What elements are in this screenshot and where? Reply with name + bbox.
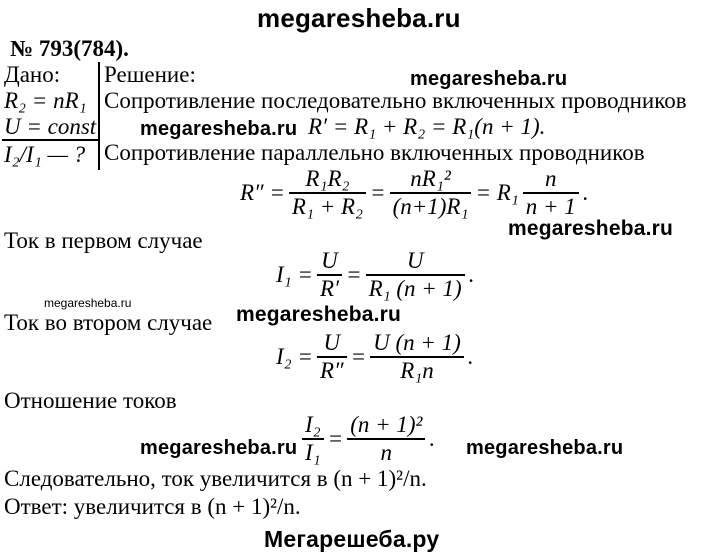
solution-label: Решение:: [104, 62, 196, 87]
i1-frac-2-num: U: [406, 248, 424, 273]
i2-frac-1: [317, 330, 347, 384]
watermark-bottom: Мегарешеба.ру: [264, 526, 440, 552]
problem-number: № 793(784).: [10, 36, 129, 61]
i2-frac-1-den: R″: [317, 356, 347, 384]
ratio-eq-1: =: [327, 426, 344, 451]
parallel-frac-3: [523, 166, 579, 220]
second-case-text: Ток во втором случае: [4, 310, 213, 335]
ratio-end: .: [429, 426, 436, 451]
i2-frac-2-den: R₁n: [370, 356, 464, 384]
formula-i2: [274, 330, 476, 384]
answer-text: Ответ: увеличится в (n + 1)²/n.: [4, 494, 301, 519]
parallel-frac-2-den: (n+1)R₁: [390, 192, 472, 220]
formula-ratio: [300, 412, 437, 466]
given-u: U = const: [4, 114, 97, 139]
parallel-frac-1-den: R₁ + R₂: [289, 192, 366, 220]
i1-frac-1-num: U: [321, 248, 338, 273]
i1-frac-2-den: R₁ (n + 1): [366, 274, 465, 302]
i1-frac-2: [366, 248, 465, 302]
parallel-eq-1: =: [370, 180, 386, 205]
parallel-frac-2-num: nR₁²: [410, 166, 451, 191]
i2-frac-1-num: U: [323, 330, 341, 355]
formula-parallel: [238, 166, 591, 220]
ratio-text: Отношение токов: [4, 388, 177, 413]
watermark-top: megaresheba.ru: [257, 3, 461, 33]
parallel-end: .: [582, 180, 589, 205]
ratio-frac-1-num: I₂: [305, 412, 321, 437]
i1-frac-1: [317, 248, 342, 302]
parallel-eq-2: = R₁: [475, 180, 519, 205]
given-find: I₂/I₁ — ?: [4, 142, 86, 167]
watermark-inline-5: megaresheba.ru: [140, 437, 298, 459]
i2-frac-2-num: U (n + 1): [373, 330, 461, 355]
parallel-frac-2: [390, 166, 472, 220]
ratio-frac-1-den: I₁: [302, 438, 324, 466]
series-text: Сопротивление последовательно включенных проводников: [104, 88, 687, 113]
ratio-frac-2: [347, 412, 425, 466]
watermark-inline-2: megaresheba.ru: [140, 118, 298, 140]
parallel-lhs: R″ =: [240, 180, 285, 205]
i2-end: .: [467, 344, 474, 369]
parallel-frac-1-num: R₁R₂: [305, 166, 350, 191]
i1-end: .: [468, 262, 475, 287]
parallel-frac-3-num: n: [545, 166, 557, 191]
i1-frac-1-den: R′: [317, 274, 342, 302]
formula-i1: [274, 248, 476, 302]
given-divider: [2, 139, 98, 141]
series-formula: R′ = R₁ + R₂ = R₁(n + 1).: [308, 114, 546, 139]
i1-eq-1: =: [346, 262, 362, 287]
i2-eq-1: =: [350, 344, 367, 369]
i1-lhs: I₁ =: [276, 262, 313, 287]
given-r2: R₂ = nR₁: [4, 88, 87, 113]
given-separator: [98, 62, 100, 170]
watermark-inline-1: megaresheba.ru: [410, 68, 568, 90]
watermark-inline-6: megaresheba.ru: [466, 437, 624, 459]
ratio-frac-1: [302, 412, 324, 466]
parallel-frac-1: [289, 166, 366, 220]
i2-frac-2: [370, 330, 464, 384]
watermark-inline-4: megaresheba.ru: [236, 303, 402, 326]
watermark-small: megaresheba.ru: [44, 296, 132, 310]
ratio-frac-2-num: (n + 1)²: [350, 412, 423, 437]
first-case-text: Ток в первом случае: [4, 228, 203, 253]
ratio-frac-2-den: n: [347, 438, 425, 466]
i2-lhs: I₂ =: [276, 344, 313, 369]
given-label: Дано:: [4, 62, 61, 87]
watermark-inline-3: megaresheba.ru: [508, 217, 674, 240]
conclusion-text: Следовательно, ток увеличится в (n + 1)²/n.: [4, 466, 427, 491]
parallel-text: Сопротивление параллельно включенных проводников: [104, 140, 645, 165]
parallel-frac-3-den: n + 1: [523, 192, 579, 220]
